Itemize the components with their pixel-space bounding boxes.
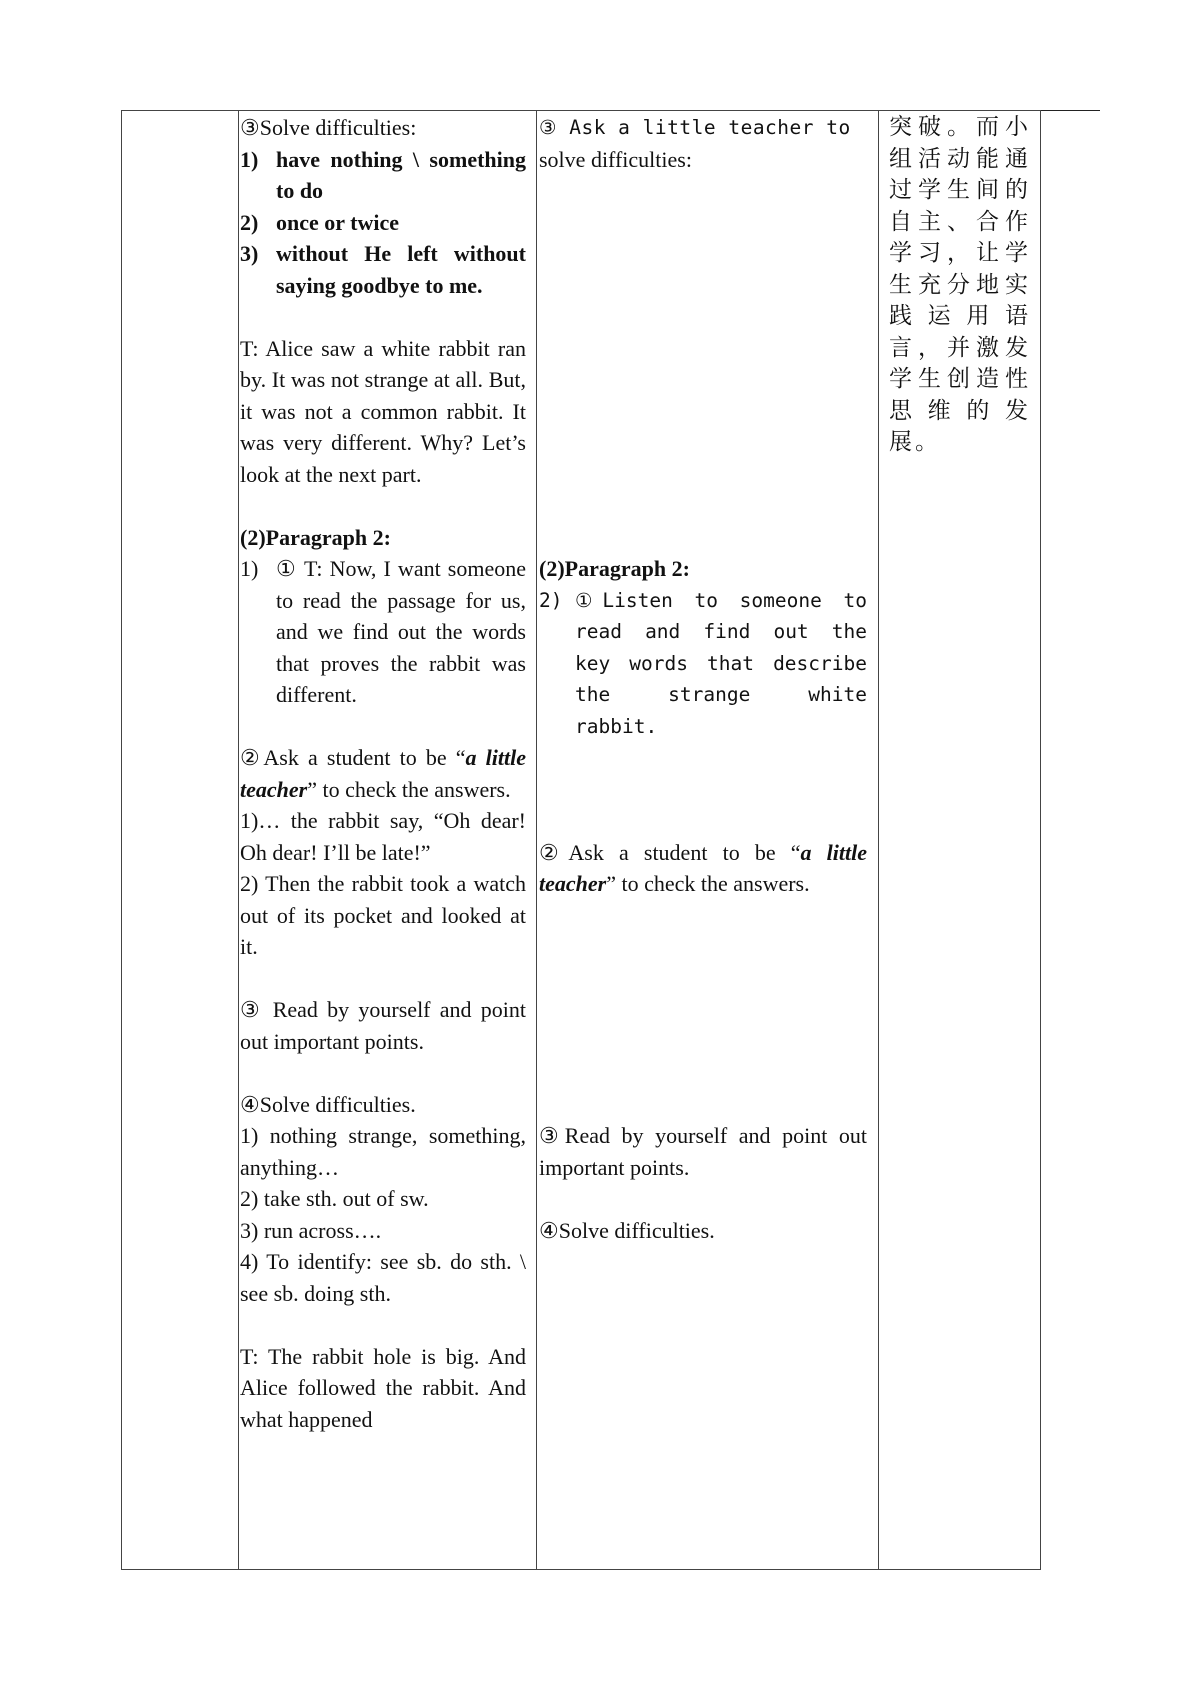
paragraph-2-heading: (2)Paragraph 2: bbox=[240, 524, 391, 550]
list-item: 3) without He left without saying goodbye to me. bbox=[240, 241, 526, 298]
read-by-yourself: ③ Read by yourself and point out important points. bbox=[240, 997, 526, 1054]
column-divider-2 bbox=[536, 110, 537, 1570]
list-item: 2) take sth. out of sw. bbox=[240, 1186, 429, 1211]
teacher-transition-2: T: The rabbit hole is big. And Alice followed the rabbit. And what happened bbox=[240, 1343, 526, 1432]
ask-little-teacher-solve: ③ Ask a little teacher to bbox=[539, 116, 851, 139]
ask-little-teacher: ②Ask a student to be “a little teacher” to check the answers. bbox=[240, 745, 526, 802]
column-divider-1 bbox=[238, 110, 239, 1570]
ask-little-teacher-solve-2: solve difficulties: bbox=[539, 146, 692, 172]
ask-little-teacher: ②Ask a student to be “a little teacher” to check the answers. bbox=[539, 839, 867, 896]
list-item: 2) once or twice bbox=[240, 209, 399, 235]
teacher-activity-cell bbox=[240, 112, 526, 1435]
design-intent-cell bbox=[889, 112, 1031, 459]
answer-1: 1)… the rabbit say, “Oh dear! Oh dear! I’ll be late!” bbox=[240, 808, 526, 865]
list-item: 1) ① T: Now, I want someone to read the passage for us, and we find out the words that proves the rabbit was different. bbox=[240, 556, 526, 707]
design-intent-text: 突破。而小组活动能通过学生间的自主、合作学习，让学生充分地实践运用语言，并激发学生创造性思维的发展。 bbox=[889, 114, 1031, 455]
list-item: 3) run across…. bbox=[240, 1217, 382, 1243]
student-activity-cell bbox=[539, 112, 867, 1246]
list-item: 4) To identify: see sb. do sth. \ see sb. doing sth. bbox=[240, 1249, 526, 1306]
answer-2: 2) Then the rabbit took a watch out of its pocket and looked at it. bbox=[240, 871, 526, 959]
list-item: 2) ①Listen to someone to read and find out the key words that describe the strange white rabbit. bbox=[539, 588, 867, 738]
teacher-transition-1: T: Alice saw a white rabbit ran by. It was not strange at all. But, it was not a common rabbit. It was very different. Why? Let’s look at the next part. bbox=[240, 335, 526, 487]
solve-difficulties: ④Solve difficulties. bbox=[539, 1217, 715, 1243]
solve-difficulties-title: ③Solve difficulties: bbox=[240, 115, 417, 140]
read-by-yourself: ③Read by yourself and point out important points. bbox=[539, 1123, 867, 1180]
list-item: 1) have nothing \ something to do bbox=[240, 146, 526, 203]
list-item: 1) nothing strange, something, anything… bbox=[240, 1123, 526, 1180]
paragraph-2-heading: (2)Paragraph 2: bbox=[539, 556, 690, 581]
column-divider-4 bbox=[1040, 110, 1041, 1570]
column-divider-3 bbox=[878, 110, 879, 1570]
solve-difficulties-4-title: ④Solve difficulties. bbox=[240, 1091, 416, 1117]
